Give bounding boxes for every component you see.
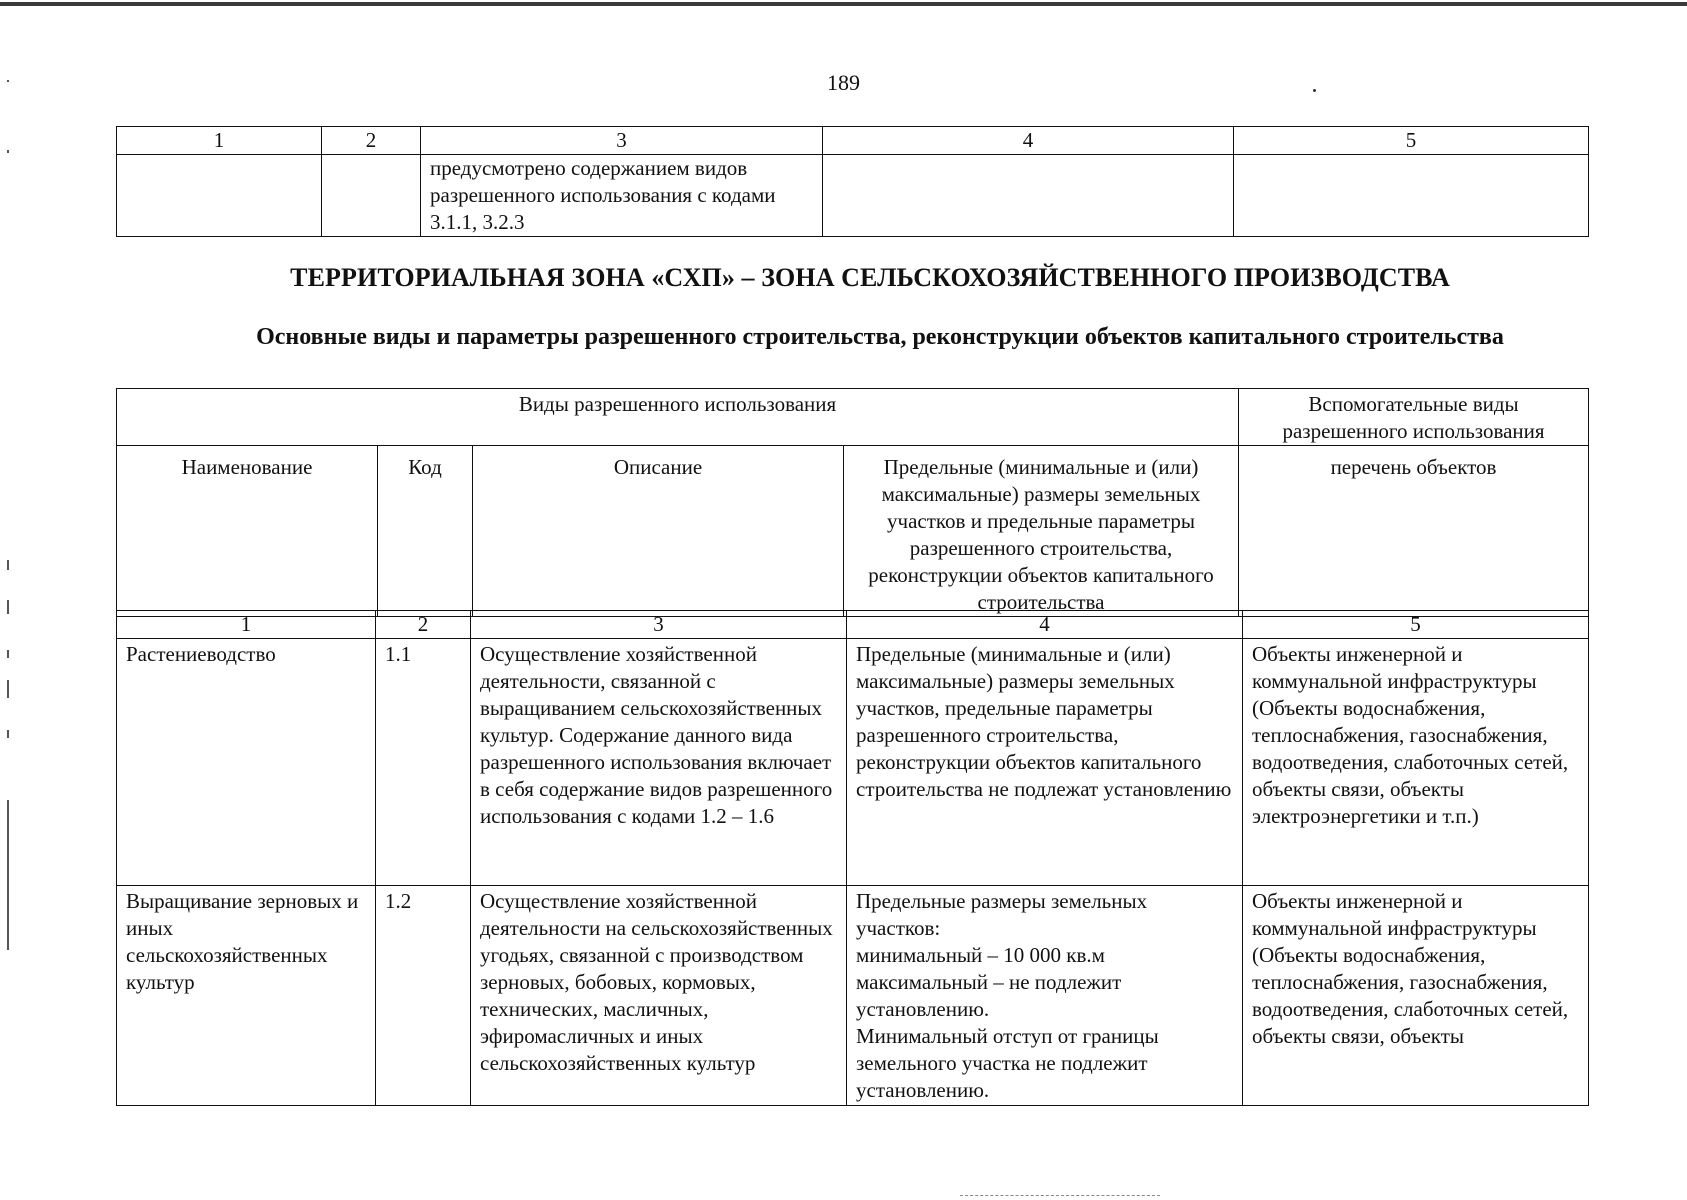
- section-title: Основные виды и параметры разрешенного строительства, реконструкции объектов капитального строительства: [256, 324, 1504, 350]
- continuation-row: [117, 155, 1589, 237]
- column-number: 2: [322, 127, 421, 155]
- column-number: 5: [1234, 127, 1589, 155]
- permitted-uses-header: Виды разрешенного использования: [117, 389, 1239, 446]
- table-cell: предусмотрено содержанием видов разрешенного использования с кодами 3.1.1, 3.2.3: [421, 155, 823, 237]
- table-row: [117, 639, 1589, 886]
- header-limits: Предельные (минимальные и (или) максимальные) размеры земельных участков и предельные параметры разрешенного строительства, реконструкции объектов капитального строительства: [844, 446, 1239, 617]
- column-number: 2: [376, 611, 471, 639]
- scan-top-border: [0, 2, 1687, 6]
- main-table-body: [116, 610, 1589, 1106]
- table-cell: [823, 155, 1234, 237]
- scan-left-marks: [6, 40, 12, 900]
- use-code: 1.2: [376, 886, 471, 1106]
- table-cell: [1234, 155, 1589, 237]
- use-description: Осуществление хозяйственной деятельности на сельскохозяйственных угодьях, связанной с производством зерновых, бобовых, кормовых, технических, масличных, эфиромасличных и иных сельскохозяйственных культур: [471, 886, 847, 1106]
- use-objects: Объекты инженерной и коммунальной инфраструктуры (Объекты водоснабжения, теплоснабжения, газоснабжения, водоотведения, слаботочных сетей, объекты связи, объекты электроэнергетики и т.п.): [1243, 639, 1589, 886]
- use-code: 1.1: [376, 639, 471, 886]
- use-name: Выращивание зерновых и иных сельскохозяйственных культур: [117, 886, 376, 1106]
- column-number: 1: [117, 127, 322, 155]
- header-code: Код: [378, 446, 473, 617]
- column-number: 4: [847, 611, 1243, 639]
- continuation-table: [116, 126, 1589, 237]
- column-number: 4: [823, 127, 1234, 155]
- scan-artifact-line: [960, 1195, 1160, 1197]
- auxiliary-uses-header: Вспомогательные виды разрешенного использования: [1239, 389, 1589, 446]
- zone-title: ТЕРРИТОРИАЛЬНАЯ ЗОНА «СХП» – ЗОНА СЕЛЬСКОХОЗЯЙСТВЕННОГО ПРОИЗВОДСТВА: [290, 263, 1450, 292]
- use-objects: Объекты инженерной и коммунальной инфраструктуры (Объекты водоснабжения, теплоснабжения, газоснабжения, водоотведения, слаботочных сетей, объекты связи, объекты: [1243, 886, 1589, 1106]
- header-name: Наименование: [117, 446, 378, 617]
- column-header-row: [117, 446, 1589, 617]
- table-row: [117, 886, 1589, 1106]
- header-objects: перечень объектов: [1239, 446, 1589, 617]
- column-number: 3: [421, 127, 823, 155]
- column-number: 5: [1243, 611, 1589, 639]
- column-number: 3: [471, 611, 847, 639]
- header-description: Описание: [473, 446, 844, 617]
- page-number: 189: [827, 70, 860, 95]
- use-limits: Предельные размеры земельных участков: минимальный – 10 000 кв.м максимальный – не подлежит установлению. Минимальный отступ от границы земельного участка не подлежит установлению.: [847, 886, 1243, 1106]
- use-limits: Предельные (минимальные и (или) максимальные) размеры земельных участков, предельные параметры разрешенного строительства, реконструкции объектов капитального строительства не подлежат установлению: [847, 639, 1243, 886]
- scan-dot: [1313, 89, 1316, 92]
- table-cell: [322, 155, 421, 237]
- table-cell: [117, 155, 322, 237]
- group-header-row: [117, 389, 1589, 446]
- continuation-header-row: [117, 127, 1589, 155]
- use-description: Осуществление хозяйственной деятельности, связанной с выращиванием сельскохозяйственных культур. Содержание данного вида разрешенного использования включает в себя содержание видов разрешенного использования с кодами 1.2 – 1.6: [471, 639, 847, 886]
- column-number-row: [117, 611, 1589, 639]
- column-number: 1: [117, 611, 376, 639]
- main-table-header: [116, 388, 1589, 617]
- use-name: Растениеводство: [117, 639, 376, 886]
